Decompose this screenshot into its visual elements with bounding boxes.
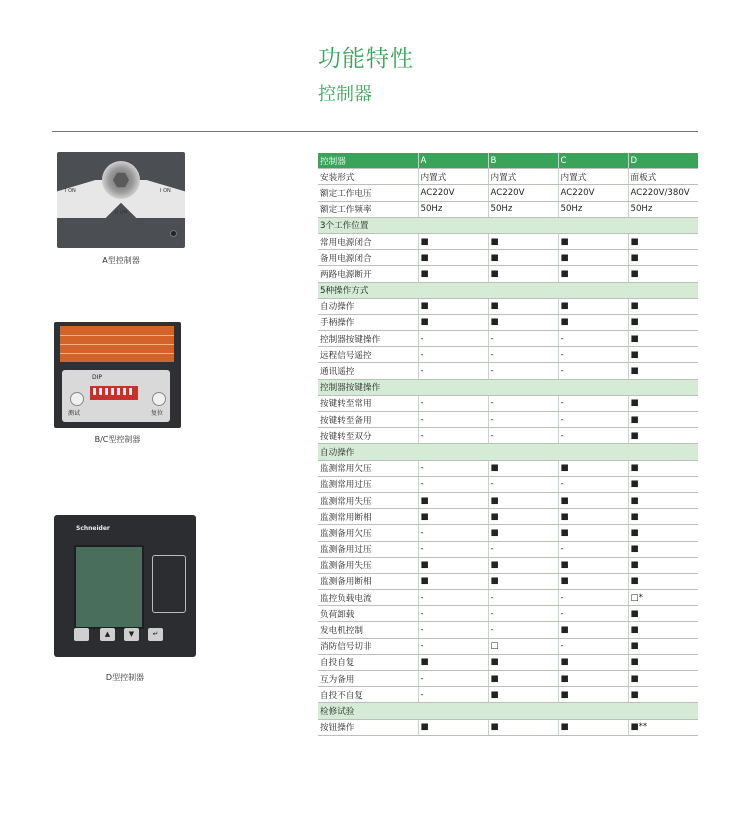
table-cell: ■: [628, 476, 698, 492]
table-cell: ■: [628, 428, 698, 444]
table-cell: -: [558, 428, 628, 444]
indicator-led: [170, 230, 177, 237]
row-label: 按钮操作: [318, 719, 418, 735]
table-cell: -: [488, 590, 558, 606]
table-cell: AC220V: [558, 185, 628, 201]
table-cell: ■: [628, 331, 698, 347]
table-cell: ■: [488, 687, 558, 703]
table-cell: -: [418, 606, 488, 622]
divider: [52, 131, 698, 132]
table-cell: ■: [628, 606, 698, 622]
row-label: 发电机控制: [318, 622, 418, 638]
table-row: [318, 541, 698, 557]
off-label: 0 Off: [115, 210, 128, 216]
table-row: [318, 557, 698, 573]
table-cell: ■: [628, 687, 698, 703]
table-cell: -: [488, 412, 558, 428]
table-cell: ■: [628, 314, 698, 330]
controller-a-caption: A型控制器: [102, 256, 140, 265]
table-cell: ■: [628, 233, 698, 249]
table-row: [318, 428, 698, 444]
table-cell: -: [488, 331, 558, 347]
table-row: [318, 654, 698, 670]
table-cell: ■: [628, 573, 698, 589]
table-cell: ■: [488, 233, 558, 249]
row-label: 按键转至备用: [318, 412, 418, 428]
table-cell: ■: [558, 622, 628, 638]
table-cell: ■: [558, 492, 628, 508]
row-label: 按键转至常用: [318, 395, 418, 411]
table-cell: ■: [488, 266, 558, 282]
table-cell: ■: [488, 525, 558, 541]
table-cell: □*: [628, 590, 698, 606]
row-label: 安装形式: [318, 169, 418, 185]
table-cell: ■: [488, 250, 558, 266]
table-row: [318, 201, 698, 217]
controller-a-image: [57, 152, 185, 248]
on-label-right: I ON: [160, 188, 171, 194]
row-label: 消防信号切非: [318, 638, 418, 654]
table-cell: ■: [628, 654, 698, 670]
section-label: 控制器按键操作: [318, 379, 698, 395]
table-row: [318, 169, 698, 185]
table-cell: ■: [628, 541, 698, 557]
row-label: 监测备用失压: [318, 557, 418, 573]
table-cell: -: [558, 590, 628, 606]
wiring-label: [60, 326, 174, 362]
table-cell: ■: [488, 654, 558, 670]
table-row: [318, 590, 698, 606]
table-cell: ■: [628, 266, 698, 282]
table-cell: ■: [558, 233, 628, 249]
column-header: 控制器: [318, 153, 418, 169]
table-row: [318, 509, 698, 525]
table-cell: ■: [418, 298, 488, 314]
table-cell: ■: [488, 557, 558, 573]
table-row: [318, 606, 698, 622]
table-cell: ■: [558, 654, 628, 670]
table-cell: ■: [418, 509, 488, 525]
table-cell: ■: [418, 250, 488, 266]
row-label: 按键转至双分: [318, 428, 418, 444]
row-label: 监测备用欠压: [318, 525, 418, 541]
row-label: 监测常用失压: [318, 492, 418, 508]
section-label: 5种操作方式: [318, 282, 698, 298]
table-cell: -: [558, 347, 628, 363]
table-row: [318, 250, 698, 266]
reset-label: 复位: [151, 410, 164, 417]
table-cell: ■: [418, 233, 488, 249]
dip-label: DIP: [92, 374, 103, 381]
on-label-left: I ON: [65, 188, 76, 194]
table-cell: -: [418, 541, 488, 557]
table-cell: AC220V: [418, 185, 488, 201]
table-cell: ■: [488, 460, 558, 476]
table-cell: -: [558, 331, 628, 347]
up-arrow-icon: ▲: [100, 628, 115, 641]
table-cell: -: [488, 395, 558, 411]
table-cell: -: [418, 476, 488, 492]
lcd-screen: [74, 545, 144, 629]
table-section-row: [318, 217, 698, 233]
table-cell: 50Hz: [488, 201, 558, 217]
enter-icon: ↵: [148, 628, 163, 641]
table-cell: -: [558, 395, 628, 411]
table-row: [318, 395, 698, 411]
table-cell: -: [558, 606, 628, 622]
menu-key: [74, 628, 89, 641]
table-cell: 内置式: [418, 169, 488, 185]
table-cell: ■: [558, 557, 628, 573]
section-label: 自动操作: [318, 444, 698, 460]
table-cell: ■: [558, 460, 628, 476]
table-cell: ■: [628, 460, 698, 476]
column-header: B: [488, 153, 558, 169]
table-cell: -: [418, 590, 488, 606]
table-cell: -: [418, 622, 488, 638]
down-arrow-icon: ▼: [124, 628, 139, 641]
table-row: [318, 671, 698, 687]
table-cell: ■: [418, 573, 488, 589]
row-label: 额定工作电压: [318, 185, 418, 201]
table-cell: -: [488, 476, 558, 492]
section-label: 检修试验: [318, 703, 698, 719]
column-header: D: [628, 153, 698, 169]
row-label: 自投不自复: [318, 687, 418, 703]
page-title: 功能特性: [318, 46, 414, 72]
row-label: 互为备用: [318, 671, 418, 687]
table-cell: ■: [558, 687, 628, 703]
table-cell: 50Hz: [558, 201, 628, 217]
table-cell: ■: [628, 363, 698, 379]
table-cell: ■: [488, 298, 558, 314]
table-cell: ■: [558, 525, 628, 541]
table-cell: ■: [628, 509, 698, 525]
table-cell: -: [488, 606, 558, 622]
table-cell: 面板式: [628, 169, 698, 185]
table-row: [318, 638, 698, 654]
table-cell: ■: [488, 671, 558, 687]
row-label: 监测备用断相: [318, 573, 418, 589]
table-cell: AC220V/380V: [628, 185, 698, 201]
table-cell: ■: [418, 492, 488, 508]
table-cell: -: [418, 428, 488, 444]
row-label: 监测常用断相: [318, 509, 418, 525]
brand-logo: Schneider: [76, 525, 110, 532]
table-cell: ■: [558, 298, 628, 314]
table-cell: -: [418, 395, 488, 411]
row-label: 控制器按键操作: [318, 331, 418, 347]
table-cell: ■: [628, 492, 698, 508]
row-label: 手柄操作: [318, 314, 418, 330]
table-cell: -: [418, 412, 488, 428]
row-label: 通讯遥控: [318, 363, 418, 379]
table-cell: ■: [418, 266, 488, 282]
page-subtitle: 控制器: [318, 84, 372, 105]
table-cell: ■: [488, 719, 558, 735]
table-cell: ■: [628, 525, 698, 541]
table-section-row: [318, 379, 698, 395]
table-cell: -: [488, 428, 558, 444]
table-row: [318, 314, 698, 330]
status-panel: [152, 555, 186, 613]
row-label: 自动操作: [318, 298, 418, 314]
table-cell: -: [418, 671, 488, 687]
table-section-row: [318, 282, 698, 298]
table-cell: ■: [558, 509, 628, 525]
table-cell: ■: [628, 638, 698, 654]
reset-button: [152, 392, 166, 406]
table-cell: -: [418, 525, 488, 541]
table-row: [318, 622, 698, 638]
table-cell: ■: [488, 492, 558, 508]
table-cell: ■: [558, 250, 628, 266]
row-label: 监测备用过压: [318, 541, 418, 557]
table-cell: ■: [558, 266, 628, 282]
row-label: 备用电源闭合: [318, 250, 418, 266]
table-row: [318, 476, 698, 492]
table-cell: -: [418, 638, 488, 654]
table-cell: ■: [488, 314, 558, 330]
table-header-row: [318, 153, 698, 169]
table-row: [318, 266, 698, 282]
table-cell: -: [488, 541, 558, 557]
table-section-row: [318, 703, 698, 719]
table-cell: ■: [418, 654, 488, 670]
table-cell: ■: [628, 347, 698, 363]
table-cell: -: [418, 331, 488, 347]
table-row: [318, 412, 698, 428]
table-cell: -: [558, 412, 628, 428]
table-cell: -: [558, 476, 628, 492]
column-header: A: [418, 153, 488, 169]
test-label: 测试: [68, 410, 81, 417]
table-row: [318, 687, 698, 703]
table-cell: ■**: [628, 719, 698, 735]
table-cell: ■: [628, 298, 698, 314]
table-cell: -: [488, 622, 558, 638]
table-cell: ■: [628, 250, 698, 266]
table-cell: ■: [418, 314, 488, 330]
row-label: 监控负载电流: [318, 590, 418, 606]
table-row: [318, 460, 698, 476]
table-row: [318, 233, 698, 249]
table-cell: -: [558, 363, 628, 379]
table-row: [318, 573, 698, 589]
row-label: 远程信号遥控: [318, 347, 418, 363]
row-label: 常用电源闭合: [318, 233, 418, 249]
table-cell: □: [488, 638, 558, 654]
row-label: 监测常用过压: [318, 476, 418, 492]
table-row: [318, 331, 698, 347]
table-cell: 内置式: [488, 169, 558, 185]
table-section-row: [318, 444, 698, 460]
table-cell: ■: [558, 671, 628, 687]
table-cell: ■: [558, 719, 628, 735]
table-cell: AC220V: [488, 185, 558, 201]
table-cell: ■: [418, 557, 488, 573]
table-row: [318, 492, 698, 508]
table-cell: ■: [558, 314, 628, 330]
table-cell: ■: [488, 573, 558, 589]
row-label: 负荷卸载: [318, 606, 418, 622]
table-cell: -: [558, 638, 628, 654]
spec-table: [318, 153, 698, 736]
table-cell: -: [418, 347, 488, 363]
table-cell: ■: [418, 719, 488, 735]
controller-d-caption: D型控制器: [105, 673, 145, 682]
table-cell: -: [488, 363, 558, 379]
table-cell: 50Hz: [418, 201, 488, 217]
dip-switch: [90, 386, 138, 400]
row-label: 两路电源断开: [318, 266, 418, 282]
table-cell: -: [418, 363, 488, 379]
table-cell: ■: [628, 622, 698, 638]
table-cell: -: [418, 460, 488, 476]
table-cell: 50Hz: [628, 201, 698, 217]
row-label: 额定工作频率: [318, 201, 418, 217]
table-row: [318, 347, 698, 363]
table-cell: ■: [558, 573, 628, 589]
section-label: 3个工作位置: [318, 217, 698, 233]
table-cell: -: [558, 541, 628, 557]
row-label: 自投自复: [318, 654, 418, 670]
table-cell: ■: [628, 557, 698, 573]
table-cell: 内置式: [558, 169, 628, 185]
test-button: [70, 392, 84, 406]
table-row: [318, 298, 698, 314]
table-cell: ■: [628, 395, 698, 411]
table-cell: -: [488, 347, 558, 363]
table-cell: ■: [628, 671, 698, 687]
table-cell: -: [418, 687, 488, 703]
controller-bc-image: [54, 322, 181, 428]
table-row: [318, 185, 698, 201]
table-cell: ■: [488, 509, 558, 525]
row-label: 监测常用欠压: [318, 460, 418, 476]
table-row: [318, 363, 698, 379]
column-header: C: [558, 153, 628, 169]
table-cell: ■: [628, 412, 698, 428]
table-row: [318, 719, 698, 735]
table-row: [318, 525, 698, 541]
controller-d-image: [54, 515, 196, 657]
controller-bc-caption: B/C型控制器: [94, 435, 141, 444]
